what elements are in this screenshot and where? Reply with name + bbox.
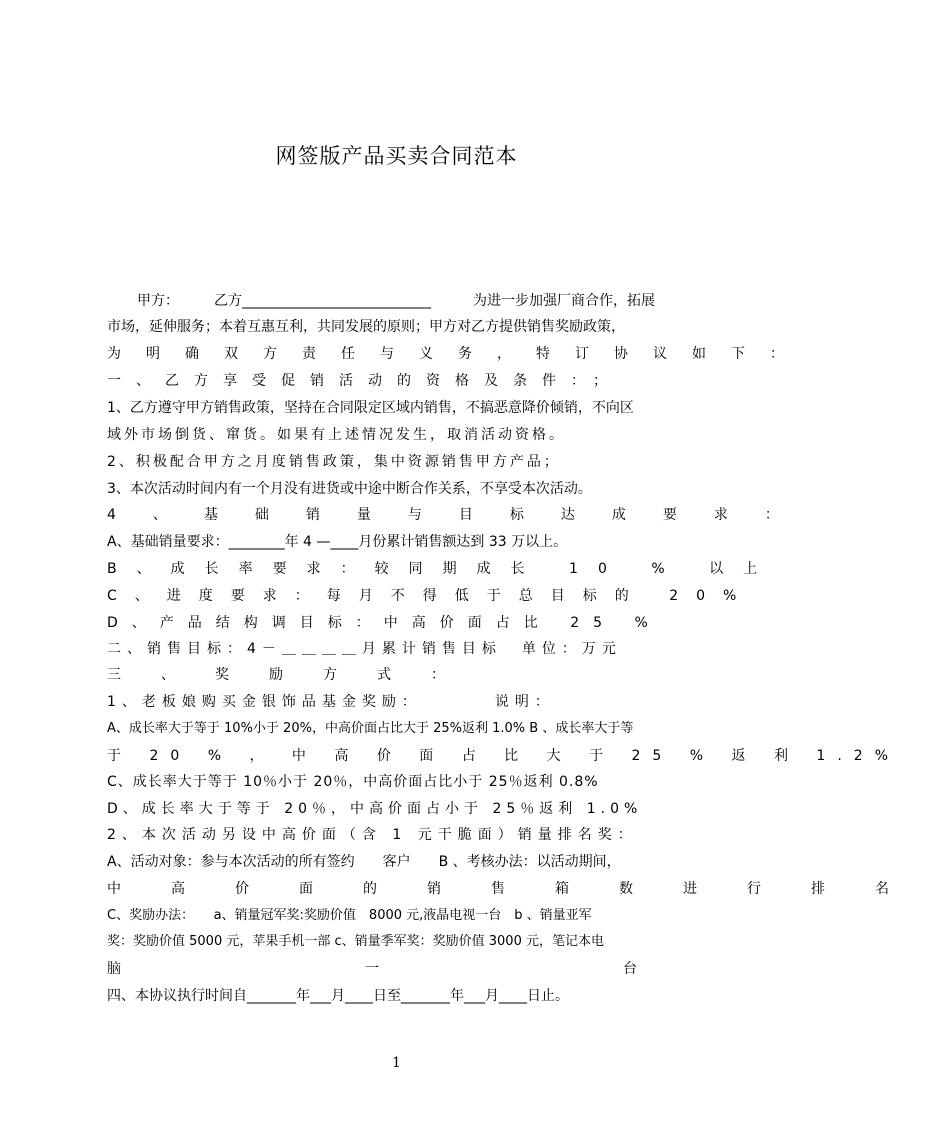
body-line-25: 奖：奖励价值 5000 元，苹果手机一部 c、销量季军奖：奖励价值 3000 元，笔记本电 — [107, 934, 604, 949]
body-line-3: 为明确双方责任与义务，特订协议如下： — [107, 346, 809, 362]
section-1-heading: 一、乙方享受促销活动的资格及条件：； — [107, 373, 622, 389]
body-line-18: 于 20 % ， 中 高 价 面 占 比 大 于 25 % 返 利 1.2% — [107, 748, 901, 764]
body-line-26: 脑 一 台 — [107, 961, 752, 977]
section-4-heading: 四、本协议执行时间自_______年___月____日至_______年___月____日止。 — [107, 988, 569, 1004]
body-line-7: 2、积极配合甲方之月度销售政策，集中资源销售甲方产品； — [107, 454, 561, 470]
body-line-23: 中高价面的销售箱数进行排名 — [107, 881, 939, 897]
body-line-24: C、奖励办法： a、销量冠军奖:奖励价值 8000 元,液晶电视一台 b 、销量亚军 — [107, 908, 592, 923]
body-line-16: 1、老板娘购买金银饰品基金奖励： 说明： — [107, 694, 555, 710]
body-line-6: 域外市场倒货、窜货。如果有上述情况发生，取消活动资格。 — [107, 427, 566, 443]
body-line-12: C、进度要求：每月不得低于总目标的 20% — [107, 588, 755, 604]
body-line-11: B、成长率要求：较同期成长 10 % 以上 — [107, 561, 778, 577]
body-line-13: D、产品结构调目标：中高价面占比 25 % — [107, 615, 662, 631]
body-line-20: D、成长率大于等于 20％，中高价面占小于 25％返利 1.0% — [107, 801, 643, 817]
section-2-heading: 二、销售目标：4－＿＿＿＿月累计销售目标 单位：万元 — [107, 641, 622, 657]
body-line-21: 2、本次活动另设中高价面（含 1 元干脆面）销量排名奖： — [107, 827, 638, 843]
body-line-17: A、成长率大于等于 10%小于 20%，中高价面占比大于 25%返利 1.0% B 、成长率大于等 — [107, 721, 634, 736]
body-line-19: C、成长率大于等于 10％小于 20％，中高价面占比小于 25％返利 0.8% — [107, 774, 599, 790]
page-number: 1 — [392, 1055, 401, 1071]
body-line-2: 市场，延伸服务；本着互惠互利，共同发展的原则；甲方对乙方提供销售奖励政策， — [107, 319, 625, 335]
body-line-8: 3、本次活动时间内有一个月没有进货或中途中断合作关系，不享受本次活动。 — [107, 481, 592, 497]
party-a-label: 甲方： 乙方___________________________ 为进一步加强厂商合作，拓展 — [137, 293, 655, 309]
section-3-heading: 三、奖励方式： — [107, 667, 485, 683]
body-line-10: A、基础销量要求：________年 4 —____月份累计销售额达到 33 万以上。 — [107, 534, 568, 550]
document-title: 网签版产品买卖合同范本 — [275, 144, 518, 168]
body-line-9: 4、基础销量与目标达成要求： — [107, 507, 816, 523]
body-line-5: 1、乙方遵守甲方销售政策，坚持在合同限定区域内销售，不搞恶意降价倾销，不向区 — [107, 400, 634, 416]
body-line-1 — [107, 288, 697, 314]
body-line-22: A、活动对象：参与本次活动的所有签约 客户 B 、考核办法：以活动期间， — [107, 854, 621, 870]
